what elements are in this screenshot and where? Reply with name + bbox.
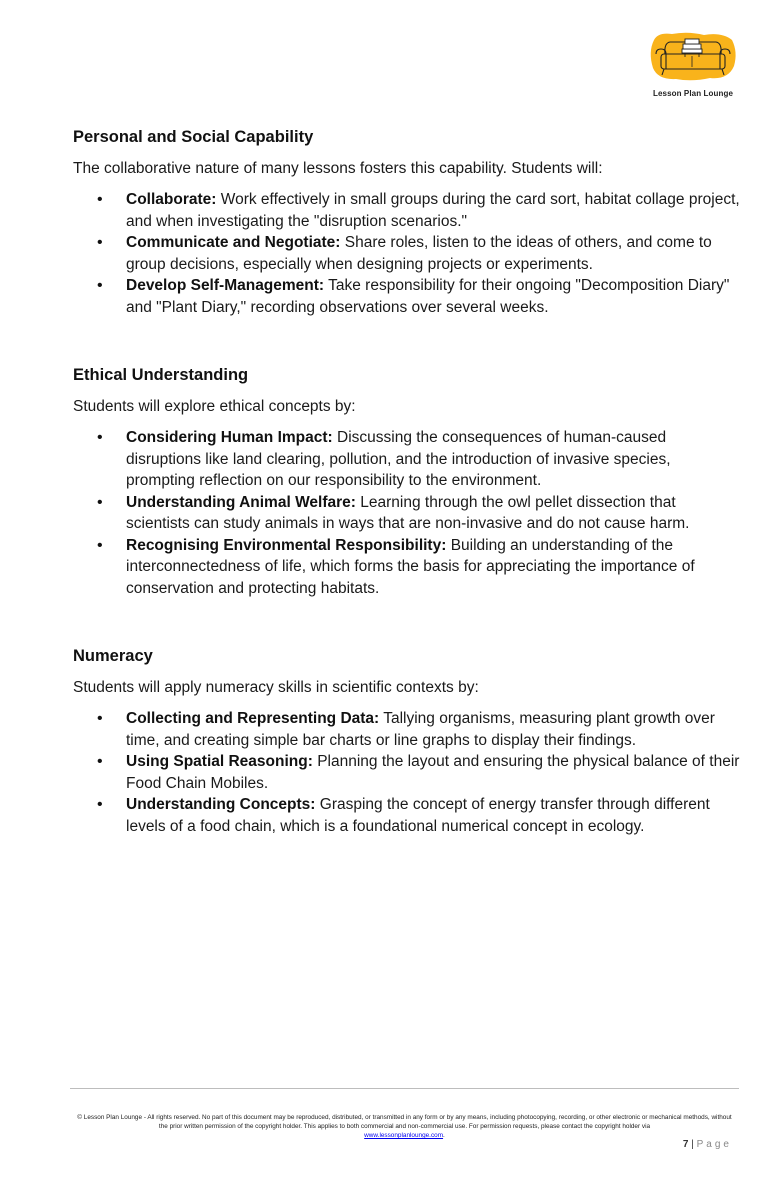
sofa-icon <box>648 30 738 88</box>
bullet-list <box>73 427 741 599</box>
item-term: Collecting and Representing Data: <box>126 710 380 727</box>
item-term: Understanding Animal Welfare: <box>126 493 356 511</box>
list-item <box>73 492 741 535</box>
page-separator: | <box>691 1139 694 1150</box>
item-term: Using Spatial Reasoning: <box>126 753 313 770</box>
list-item <box>73 232 741 275</box>
item-text: Grasping the concept of energy transfer through different levels of a food chain, which is a foundational numerical concept in ecology. <box>126 796 710 835</box>
item-text: Discussing the consequences of human-caused disruptions like land clearing, pollution, and the introduction of invasive species, prompting reflection on our responsibility to the environment. <box>126 429 671 489</box>
item-text: Tallying organisms, measuring plant growth over time, and creating simple bar charts or line graphs to display their findings. <box>126 710 715 749</box>
section-heading: Personal and Social Capability <box>73 128 314 146</box>
list-item <box>73 794 741 837</box>
section-personal-social <box>73 127 741 318</box>
section-intro: Students will apply numeracy skills in scientific contexts by: <box>73 679 479 696</box>
item-term: Communicate and Negotiate: <box>126 234 341 251</box>
website-link[interactable]: www.lessonplanlounge.com <box>364 1132 444 1139</box>
section-numeracy <box>73 646 741 837</box>
list-item <box>73 189 741 232</box>
footer-divider <box>70 1088 739 1089</box>
section-heading: Numeracy <box>73 647 153 665</box>
page-label: Page <box>696 1139 732 1150</box>
page-content <box>73 127 741 837</box>
section-ethical-understanding <box>73 365 741 599</box>
item-term: Recognising Environmental Responsibility: <box>126 536 447 554</box>
copyright-text: © Lesson Plan Lounge - All rights reserved. No part of this document may be reproduced, distributed, or transmitted in any form or by any means, including photocopying, recording, or other electronic or mechanical methods, without the prior written permission of the copyright holder. This applies to both commercial and non-commercial use. For permission requests, please contact the copyright holder via <box>77 1114 732 1130</box>
list-item <box>73 427 741 492</box>
item-term: Develop Self-Management: <box>126 277 325 294</box>
item-text: Share roles, listen to the ideas of others, and come to group decisions, especially when designing projects or experiments. <box>126 234 712 273</box>
logo <box>648 30 738 102</box>
item-text: Work effectively in small groups during the card sort, habitat collage project, and when investigating the "disruption scenarios." <box>126 191 740 230</box>
item-text: Planning the layout and ensuring the physical balance of their Food Chain Mobiles. <box>126 753 740 792</box>
item-term: Considering Human Impact: <box>126 429 333 446</box>
logo-text: Lesson Plan Lounge <box>652 89 734 98</box>
bullet-list <box>73 189 741 318</box>
section-intro: Students will explore ethical concepts by: <box>73 398 356 415</box>
list-item <box>73 535 741 600</box>
item-text: Learning through the owl pellet dissection that scientists can study animals in ways that are non-invasive and do not cause harm. <box>126 493 690 532</box>
list-item <box>73 275 741 318</box>
link-suffix: . <box>443 1132 445 1139</box>
list-item <box>73 751 741 794</box>
section-intro: The collaborative nature of many lessons fosters this capability. Students will: <box>73 160 603 177</box>
page-number-value: 7 <box>682 1139 689 1150</box>
section-heading: Ethical Understanding <box>73 366 249 384</box>
item-text: Building an understanding of the interconnectedness of life, which forms the basis for appreciating the importance of conservation and protecting habitats. <box>126 536 695 597</box>
bullet-list <box>73 708 741 837</box>
item-term: Collaborate: <box>126 191 217 208</box>
item-term: Understanding Concepts: <box>126 796 316 813</box>
copyright-notice <box>72 1113 737 1140</box>
item-text: Take responsibility for their ongoing "Decomposition Diary" and "Plant Diary," recording observations over several weeks. <box>126 277 730 316</box>
list-item <box>73 708 741 751</box>
page-number <box>560 1139 732 1150</box>
